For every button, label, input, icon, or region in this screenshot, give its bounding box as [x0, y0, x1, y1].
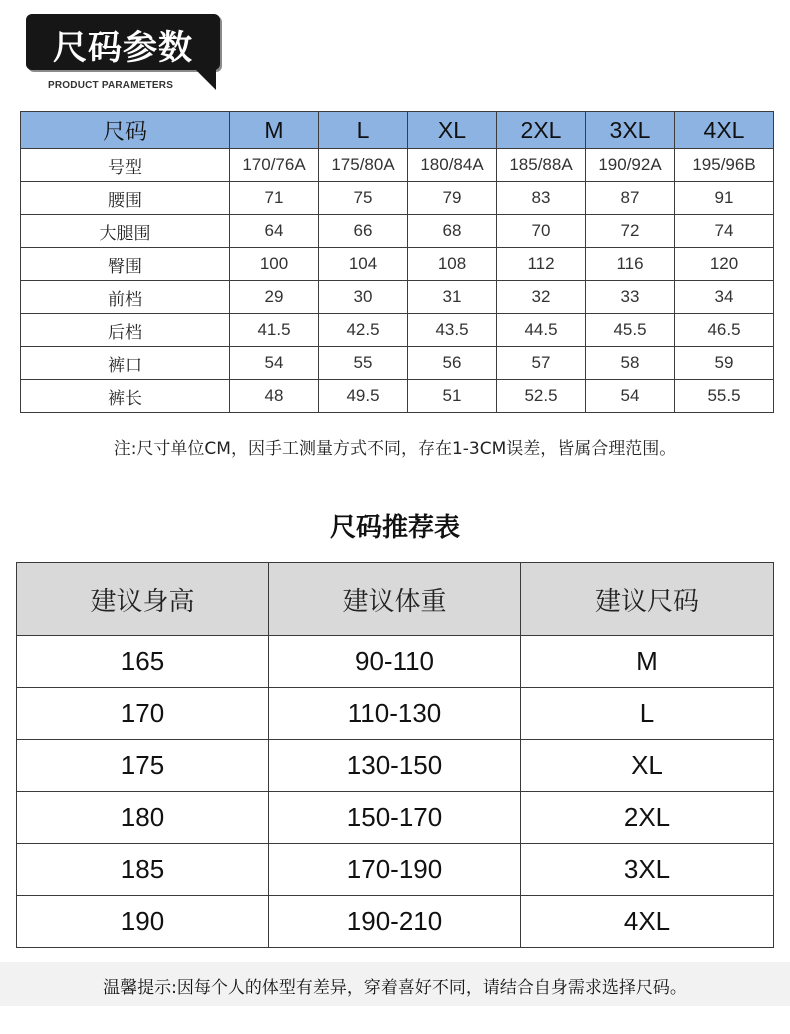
warm-tip: 温馨提示:因每个人的体型有差异，穿着喜好不同，请结合自身需求选择尺码。: [103, 978, 687, 998]
table-cell: 64: [230, 215, 319, 248]
table-cell: XL: [521, 740, 774, 792]
table-row: [21, 248, 774, 281]
header-cell: 建议尺码: [521, 563, 774, 636]
table-cell: 57: [497, 347, 586, 380]
table-row: [17, 688, 774, 740]
table-cell: 75: [319, 182, 408, 215]
table-cell: 44.5: [497, 314, 586, 347]
table-cell: 87: [586, 182, 675, 215]
badge-background: [26, 14, 220, 70]
table-cell: 165: [17, 636, 269, 688]
table-cell: 74: [675, 215, 774, 248]
table-cell: 55.5: [675, 380, 774, 413]
size-recommendation-table: [16, 562, 774, 948]
page-title: 尺码参数: [53, 28, 193, 68]
table-header-row: [21, 112, 774, 149]
table-cell: 33: [586, 281, 675, 314]
header-cell: 2XL: [497, 112, 586, 149]
table-cell: 49.5: [319, 380, 408, 413]
table-row: [17, 636, 774, 688]
table-cell: 185/88A: [497, 149, 586, 182]
table-cell: 91: [675, 182, 774, 215]
table-cell: 190/92A: [586, 149, 675, 182]
header-badge: [26, 14, 222, 96]
table-cell: 72: [586, 215, 675, 248]
row-label: 前档: [21, 281, 230, 314]
table-row: [21, 149, 774, 182]
table-cell: 116: [586, 248, 675, 281]
table-header-row: [17, 563, 774, 636]
table-cell: 195/96B: [675, 149, 774, 182]
table-row: [21, 215, 774, 248]
table-cell: 54: [230, 347, 319, 380]
table-cell: L: [521, 688, 774, 740]
table-cell: 55: [319, 347, 408, 380]
table-cell: 170-190: [269, 844, 521, 896]
table-cell: 46.5: [675, 314, 774, 347]
table-cell: 4XL: [521, 896, 774, 948]
table-cell: M: [521, 636, 774, 688]
table-cell: 3XL: [521, 844, 774, 896]
table-row: [21, 182, 774, 215]
row-label: 裤长: [21, 380, 230, 413]
speech-bubble-tail: [194, 68, 216, 90]
header-cell: 3XL: [586, 112, 675, 149]
table-cell: 45.5: [586, 314, 675, 347]
table-cell: 52.5: [497, 380, 586, 413]
header-cell: 4XL: [675, 112, 774, 149]
header-cell: 建议身高: [17, 563, 269, 636]
table-cell: 175: [17, 740, 269, 792]
row-label: 腰围: [21, 182, 230, 215]
table-cell: 175/80A: [319, 149, 408, 182]
table-cell: 42.5: [319, 314, 408, 347]
table-cell: 29: [230, 281, 319, 314]
recommend-title: 尺码推荐表: [329, 513, 460, 543]
table-cell: 41.5: [230, 314, 319, 347]
table-row: [21, 347, 774, 380]
table-row: [17, 844, 774, 896]
table-cell: 54: [586, 380, 675, 413]
table-row: [21, 281, 774, 314]
table-cell: 79: [408, 182, 497, 215]
table-cell: 108: [408, 248, 497, 281]
row-label: 大腿围: [21, 215, 230, 248]
table-cell: 90-110: [269, 636, 521, 688]
table-row: [21, 380, 774, 413]
table-cell: 48: [230, 380, 319, 413]
measurement-note: 注:尺寸单位CM，因手工测量方式不同，存在1-3CM误差，皆属合理范围。: [113, 439, 677, 459]
table-cell: 130-150: [269, 740, 521, 792]
table-cell: 43.5: [408, 314, 497, 347]
table-cell: 100: [230, 248, 319, 281]
table-cell: 30: [319, 281, 408, 314]
table-cell: 170: [17, 688, 269, 740]
table-cell: 185: [17, 844, 269, 896]
header-cell: 尺码: [21, 112, 230, 149]
table-row: [17, 896, 774, 948]
table-cell: 59: [675, 347, 774, 380]
table-cell: 150-170: [269, 792, 521, 844]
table-cell: 58: [586, 347, 675, 380]
row-label: 臀围: [21, 248, 230, 281]
table-cell: 110-130: [269, 688, 521, 740]
table-cell: 56: [408, 347, 497, 380]
header-cell: L: [319, 112, 408, 149]
header-cell: XL: [408, 112, 497, 149]
table-cell: 34: [675, 281, 774, 314]
table-cell: 190-210: [269, 896, 521, 948]
table-cell: 32: [497, 281, 586, 314]
header-cell: 建议体重: [269, 563, 521, 636]
table-cell: 2XL: [521, 792, 774, 844]
table-cell: 83: [497, 182, 586, 215]
table-cell: 104: [319, 248, 408, 281]
table-row: [17, 740, 774, 792]
page-subtitle: PRODUCT PARAMETERS: [48, 80, 174, 91]
table-cell: 180: [17, 792, 269, 844]
table-cell: 70: [497, 215, 586, 248]
table-cell: 71: [230, 182, 319, 215]
table-cell: 31: [408, 281, 497, 314]
table-row: [21, 314, 774, 347]
table-cell: 51: [408, 380, 497, 413]
table-cell: 112: [497, 248, 586, 281]
table-row: [17, 792, 774, 844]
size-parameters-table: [20, 111, 774, 413]
table-cell: 66: [319, 215, 408, 248]
row-label: 后档: [21, 314, 230, 347]
table-cell: 120: [675, 248, 774, 281]
table-cell: 170/76A: [230, 149, 319, 182]
table-cell: 68: [408, 215, 497, 248]
header-cell: M: [230, 112, 319, 149]
row-label: 号型: [21, 149, 230, 182]
table-cell: 180/84A: [408, 149, 497, 182]
table-cell: 190: [17, 896, 269, 948]
row-label: 裤口: [21, 347, 230, 380]
